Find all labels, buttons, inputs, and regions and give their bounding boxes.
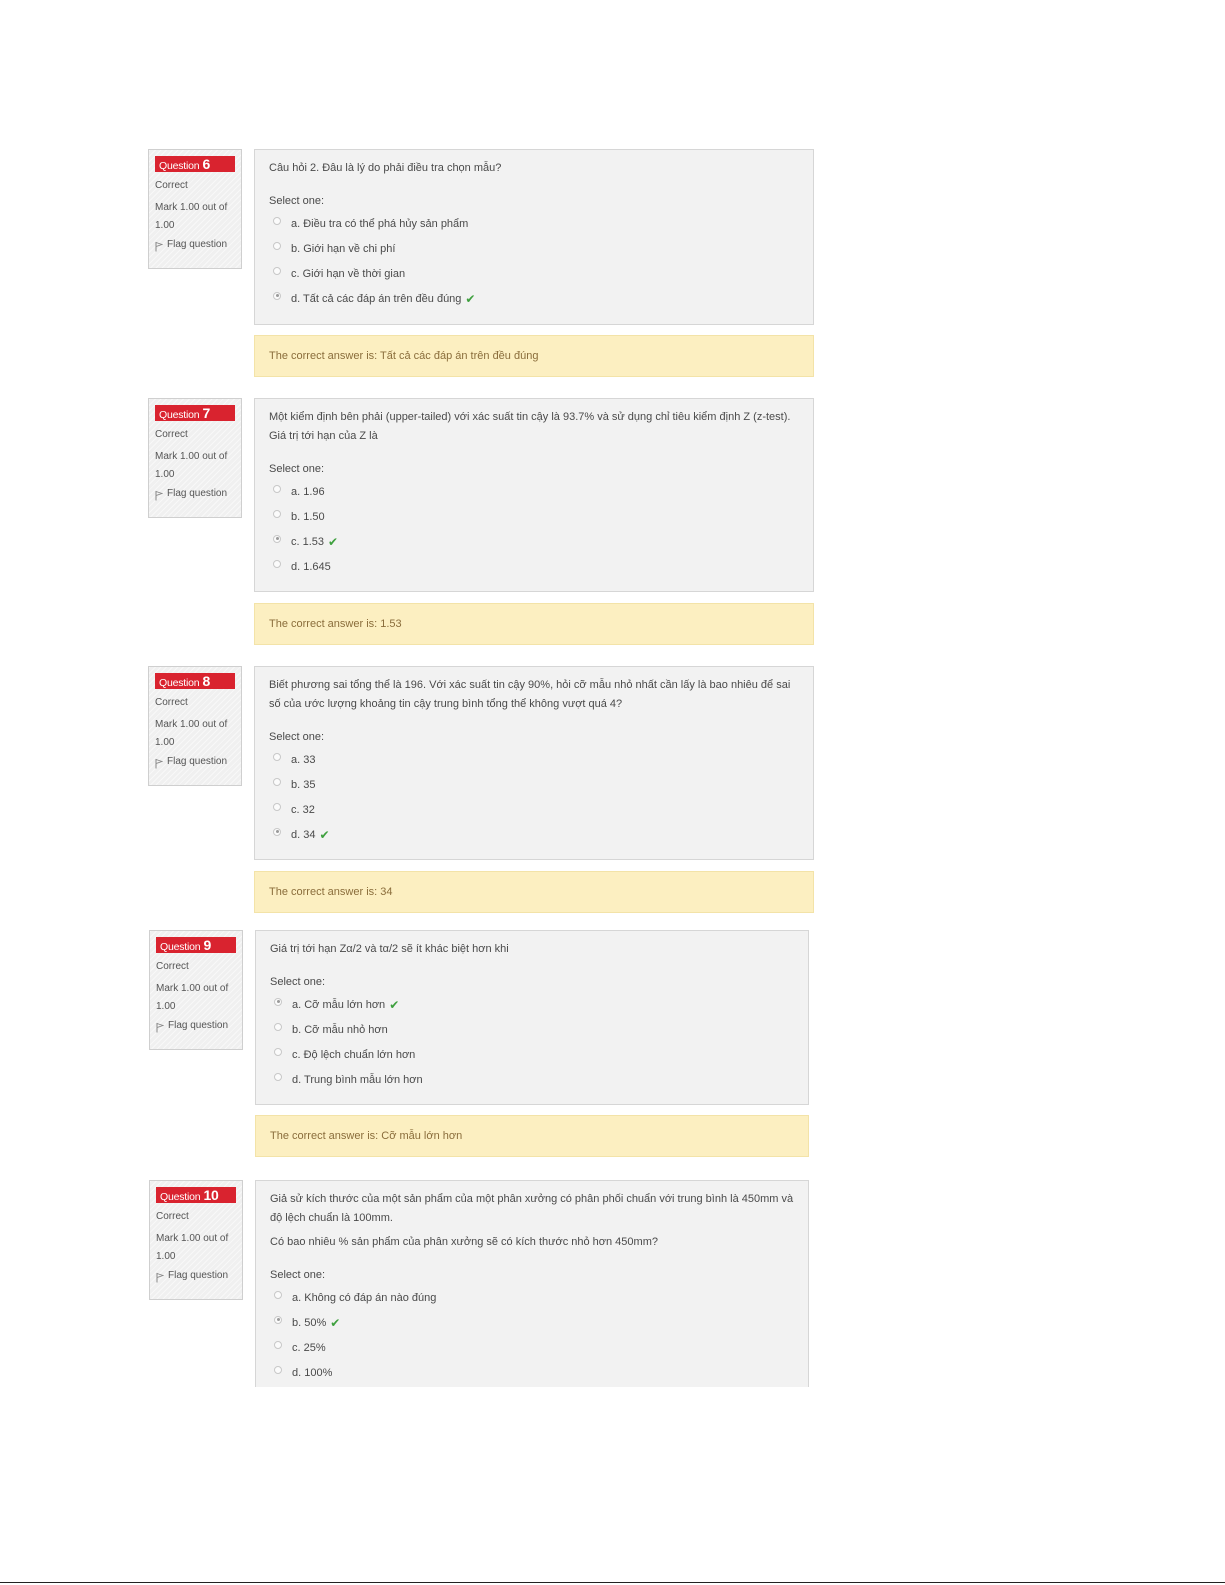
question-label: Question bbox=[159, 409, 200, 421]
question-text bbox=[269, 676, 799, 714]
question-text-paragraph: Giả sử kích thước của một sản phẩm của một phân xưởng có phân phối chuẩn với trung bình là 450mm và độ lệch chuẩn là 100mm. bbox=[270, 1193, 794, 1224]
answer-option[interactable] bbox=[270, 1042, 794, 1067]
answer-label: d. 34 bbox=[291, 828, 316, 841]
question-number-badge bbox=[155, 673, 235, 689]
question-number: 7 bbox=[202, 405, 211, 421]
question-label: Question bbox=[160, 941, 201, 953]
answer-radio[interactable] bbox=[273, 803, 281, 811]
correct-check-icon: ✔ bbox=[389, 997, 400, 1012]
page-divider bbox=[0, 1582, 1225, 1583]
answer-label: a. Cỡ mẫu lớn hơn bbox=[292, 998, 386, 1011]
answer-label: c. 32 bbox=[291, 803, 315, 816]
answer-radio[interactable] bbox=[273, 753, 281, 761]
answer-list bbox=[269, 211, 799, 311]
answer-radio[interactable] bbox=[273, 535, 281, 543]
answer-label: b. 35 bbox=[291, 778, 316, 791]
answer-radio[interactable] bbox=[274, 1291, 282, 1299]
answer-option[interactable] bbox=[270, 1067, 794, 1092]
question-number: 9 bbox=[203, 937, 212, 953]
question-number: 8 bbox=[202, 673, 211, 689]
flag-question-link[interactable] bbox=[156, 1270, 236, 1281]
answer-radio[interactable] bbox=[274, 1366, 282, 1374]
question-formulation bbox=[255, 930, 809, 1105]
question-text bbox=[269, 159, 799, 178]
answer-label: c. 25% bbox=[292, 1341, 326, 1354]
question-text bbox=[270, 1190, 794, 1252]
answer-list bbox=[270, 992, 794, 1092]
select-one-prompt: Select one: bbox=[269, 731, 325, 743]
answer-label: c. Độ lệch chuẩn lớn hơn bbox=[292, 1048, 416, 1061]
answer-label: c. Giới hạn về thời gian bbox=[291, 267, 406, 280]
answer-option[interactable] bbox=[269, 529, 799, 554]
answer-option[interactable] bbox=[269, 261, 799, 286]
question-label: Question bbox=[160, 1191, 201, 1203]
answer-option[interactable] bbox=[270, 1335, 794, 1360]
question-state: Correct bbox=[156, 961, 189, 972]
question-grade: Mark 1.00 out of 1.00 bbox=[156, 1233, 229, 1262]
question-number: 10 bbox=[203, 1187, 219, 1203]
answer-option[interactable] bbox=[269, 479, 799, 504]
answer-label: a. 1.96 bbox=[291, 485, 325, 498]
question-grade: Mark 1.00 out of 1.00 bbox=[155, 202, 228, 231]
question-info-panel bbox=[148, 666, 242, 786]
flag-question-label: Flag question bbox=[167, 239, 228, 250]
flag-question-label: Flag question bbox=[168, 1270, 229, 1281]
correct-answer-feedback: The correct answer is: Tất cả các đáp án trên đều đúng bbox=[254, 335, 814, 377]
answer-radio[interactable] bbox=[274, 1073, 282, 1081]
answer-radio[interactable] bbox=[273, 828, 281, 836]
answer-label: a. Không có đáp án nào đúng bbox=[292, 1291, 437, 1304]
question-info-panel bbox=[148, 149, 242, 269]
answer-radio[interactable] bbox=[273, 510, 281, 518]
answer-radio[interactable] bbox=[273, 292, 281, 300]
flag-question-link[interactable] bbox=[155, 239, 235, 250]
answer-option[interactable] bbox=[270, 1017, 794, 1042]
flag-question-link[interactable] bbox=[155, 488, 235, 499]
answer-label: b. 1.50 bbox=[291, 510, 325, 523]
question-state: Correct bbox=[156, 1211, 189, 1222]
answer-option[interactable] bbox=[269, 822, 799, 847]
correct-answer-feedback: The correct answer is: 34 bbox=[254, 871, 814, 913]
answer-option[interactable] bbox=[270, 992, 794, 1017]
select-one-prompt: Select one: bbox=[270, 976, 326, 988]
flag-icon bbox=[155, 758, 163, 769]
answer-label: a. 33 bbox=[291, 753, 316, 766]
answer-list bbox=[270, 1285, 794, 1385]
answer-radio[interactable] bbox=[273, 560, 281, 568]
question-grade: Mark 1.00 out of 1.00 bbox=[156, 983, 229, 1012]
select-one-prompt: Select one: bbox=[270, 1269, 326, 1281]
flag-question-link[interactable] bbox=[156, 1020, 236, 1031]
question-grade: Mark 1.00 out of 1.00 bbox=[155, 719, 228, 748]
answer-option[interactable] bbox=[269, 236, 799, 261]
answer-label: d. Trung bình mẫu lớn hơn bbox=[292, 1073, 423, 1086]
flag-icon bbox=[155, 241, 163, 252]
question-formulation bbox=[255, 1180, 809, 1387]
answer-option[interactable] bbox=[270, 1360, 794, 1385]
question-formulation bbox=[254, 149, 814, 325]
answer-option[interactable] bbox=[270, 1285, 794, 1310]
question-info-panel bbox=[148, 398, 242, 518]
answer-label: c. 1.53 bbox=[291, 535, 325, 548]
flag-question-link[interactable] bbox=[155, 756, 235, 767]
answer-list bbox=[269, 479, 799, 579]
correct-answer-feedback: The correct answer is: Cỡ mẫu lớn hơn bbox=[255, 1115, 809, 1157]
question-number-badge bbox=[155, 156, 235, 172]
answer-label: b. Cỡ mẫu nhỏ hơn bbox=[292, 1023, 388, 1036]
question-info-panel bbox=[149, 1180, 243, 1300]
question-state: Correct bbox=[155, 429, 188, 440]
answer-list bbox=[269, 747, 799, 847]
answer-radio[interactable] bbox=[273, 267, 281, 275]
question-text-paragraph: Một kiểm định bên phải (upper-tailed) với xác suất tin cậy là 93.7% và sử dụng chỉ tiêu kiểm định Z (z-test). Giá trị tới hạn của Z là bbox=[269, 411, 791, 442]
answer-label: b. 50% bbox=[292, 1316, 327, 1329]
flag-question-label: Flag question bbox=[167, 488, 228, 499]
answer-option[interactable] bbox=[270, 1310, 794, 1335]
flag-icon bbox=[156, 1272, 164, 1283]
answer-radio[interactable] bbox=[274, 1023, 282, 1031]
correct-check-icon: ✔ bbox=[328, 534, 339, 549]
answer-radio[interactable] bbox=[273, 217, 281, 225]
question-state: Correct bbox=[155, 180, 188, 191]
answer-option[interactable] bbox=[269, 211, 799, 236]
answer-label: a. Điều tra có thể phá hủy sản phẩm bbox=[291, 217, 469, 230]
answer-option[interactable] bbox=[269, 797, 799, 822]
answer-option[interactable] bbox=[269, 286, 799, 311]
correct-check-icon: ✔ bbox=[330, 1315, 341, 1330]
answer-label: b. Giới hạn về chi phí bbox=[291, 242, 396, 255]
flag-icon bbox=[155, 490, 163, 501]
answer-radio[interactable] bbox=[274, 1341, 282, 1349]
answer-radio[interactable] bbox=[273, 778, 281, 786]
select-one-prompt: Select one: bbox=[269, 195, 325, 207]
answer-radio[interactable] bbox=[273, 485, 281, 493]
question-number-badge bbox=[156, 937, 236, 953]
answer-option[interactable] bbox=[269, 554, 799, 579]
question-number: 6 bbox=[202, 156, 211, 172]
question-formulation bbox=[254, 398, 814, 592]
answer-label: d. 1.645 bbox=[291, 560, 331, 573]
correct-answer-feedback: The correct answer is: 1.53 bbox=[254, 603, 814, 645]
correct-check-icon: ✔ bbox=[319, 827, 330, 842]
answer-radio[interactable] bbox=[274, 998, 282, 1006]
question-text bbox=[269, 408, 799, 446]
answer-radio[interactable] bbox=[274, 1048, 282, 1056]
question-text-paragraph: Có bao nhiêu % sản phẩm của phân xưởng sẽ có kích thước nhỏ hơn 450mm? bbox=[270, 1236, 658, 1248]
question-formulation bbox=[254, 666, 814, 860]
question-text-paragraph: Câu hỏi 2. Đâu là lý do phải điều tra chọn mẫu? bbox=[269, 162, 502, 174]
flag-question-label: Flag question bbox=[168, 1020, 229, 1031]
question-state: Correct bbox=[155, 697, 188, 708]
answer-radio[interactable] bbox=[274, 1316, 282, 1324]
question-info-panel bbox=[149, 930, 243, 1050]
answer-label: d. Tất cả các đáp án trên đều đúng bbox=[291, 292, 462, 305]
question-text-paragraph: Giá trị tới hạn Zα/2 và tα/2 sẽ ít khác biệt hơn khi bbox=[270, 943, 509, 955]
answer-option[interactable] bbox=[269, 747, 799, 772]
answer-option[interactable] bbox=[269, 504, 799, 529]
correct-check-icon: ✔ bbox=[465, 291, 476, 306]
question-label: Question bbox=[159, 160, 200, 172]
question-number-badge bbox=[156, 1187, 236, 1203]
question-label: Question bbox=[159, 677, 200, 689]
flag-icon bbox=[156, 1022, 164, 1033]
question-number-badge bbox=[155, 405, 235, 421]
answer-option[interactable] bbox=[269, 772, 799, 797]
question-text-paragraph: Biết phương sai tổng thể là 196. Với xác suất tin cậy 90%, hỏi cỡ mẫu nhỏ nhất cần lấy là bao nhiêu để sai số của ước lượng khoảng tin cậy trung bình tổng thể không vượt quá 4? bbox=[269, 679, 791, 710]
select-one-prompt: Select one: bbox=[269, 463, 325, 475]
question-grade: Mark 1.00 out of 1.00 bbox=[155, 451, 228, 480]
answer-radio[interactable] bbox=[273, 242, 281, 250]
answer-label: d. 100% bbox=[292, 1366, 333, 1379]
question-text bbox=[270, 940, 794, 959]
flag-question-label: Flag question bbox=[167, 756, 228, 767]
